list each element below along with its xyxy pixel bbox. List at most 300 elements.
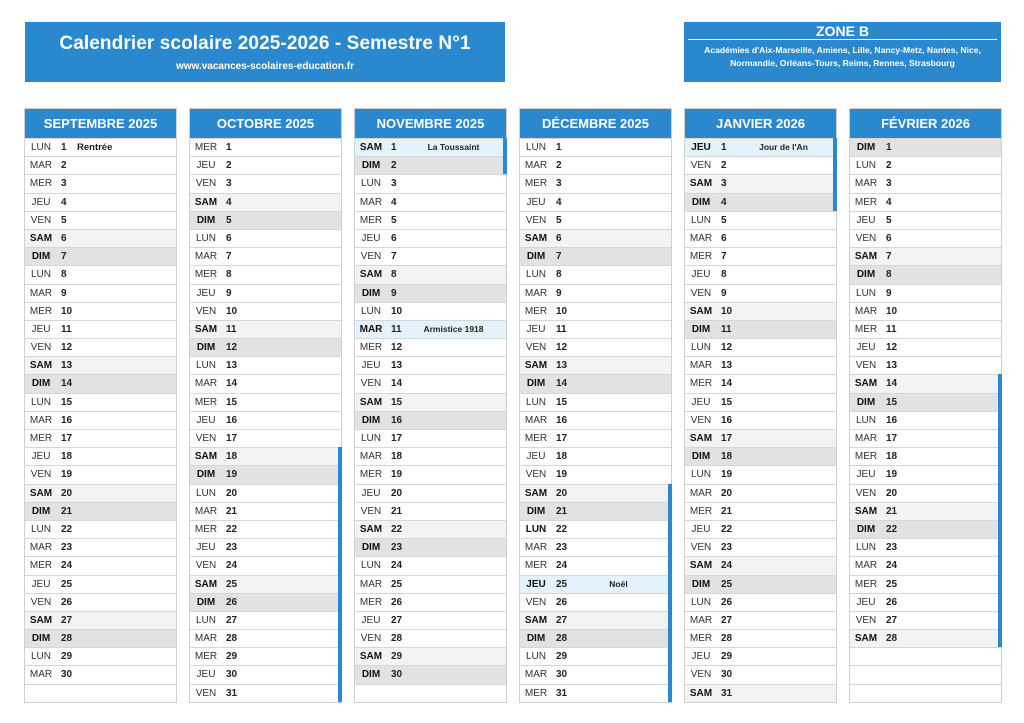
- day-row: [520, 174, 671, 192]
- website-link[interactable]: www.vacances-scolaires-education.fr: [175, 61, 355, 72]
- weekday-label: DIM: [526, 633, 546, 645]
- weekday-label: SAM: [689, 178, 713, 190]
- weekday-label: LUN: [360, 178, 381, 190]
- weekday-label: VEN: [195, 687, 217, 699]
- event-label: La Toussaint: [427, 142, 480, 152]
- day-row: [25, 429, 176, 447]
- day-row: [190, 138, 341, 156]
- weekday-label: VEN: [855, 614, 877, 626]
- weekday-label: SAM: [689, 433, 713, 444]
- weekday-label: MER: [689, 633, 713, 645]
- day-row: [25, 629, 176, 647]
- day-number: 22: [226, 523, 238, 535]
- weekday-label: VEN: [30, 214, 52, 226]
- weekday-label: DIM: [691, 451, 711, 463]
- vacation-indicator: [833, 193, 837, 211]
- weekday-label: JEU: [691, 523, 711, 535]
- day-number: 17: [886, 433, 898, 444]
- day-number: 24: [391, 560, 403, 572]
- day-row: [685, 647, 836, 665]
- day-number: 3: [226, 178, 232, 190]
- day-row: [355, 465, 506, 483]
- day-row: [850, 356, 1001, 374]
- day-number: 29: [556, 651, 568, 663]
- weekday-label: SAM: [29, 487, 53, 499]
- vacation-indicator: [668, 593, 672, 611]
- day-row: [190, 393, 341, 411]
- day-row: [850, 229, 1001, 247]
- weekday-label: MAR: [689, 232, 713, 244]
- day-row: [850, 338, 1001, 356]
- vacation-indicator: [668, 484, 672, 502]
- weekday-label: MAR: [524, 287, 548, 299]
- day-row: [520, 502, 671, 520]
- weekday-label: LUN: [195, 614, 216, 626]
- day-row: [355, 484, 506, 502]
- day-number: 29: [391, 651, 403, 663]
- month-column: [24, 108, 177, 703]
- vacation-indicator: [833, 138, 837, 156]
- day-row: [190, 247, 341, 265]
- weekday-label: LUN: [30, 396, 51, 408]
- day-row: [190, 502, 341, 520]
- day-number: 14: [391, 378, 403, 390]
- weekday-label: SAM: [524, 487, 548, 499]
- vacation-indicator: [338, 447, 342, 465]
- vacation-indicator: [338, 575, 342, 593]
- day-number: 3: [886, 178, 892, 190]
- day-row: [520, 484, 671, 502]
- weekday-label: VEN: [195, 178, 217, 190]
- day-number: 9: [556, 287, 562, 299]
- day-row: [520, 593, 671, 611]
- day-row: [25, 447, 176, 465]
- day-number: 20: [556, 487, 568, 499]
- vacation-indicator: [998, 611, 1002, 629]
- day-row: [685, 247, 836, 265]
- day-number: 16: [61, 414, 73, 426]
- day-row: [190, 538, 341, 556]
- day-number: 19: [556, 469, 568, 481]
- vacation-indicator: [338, 538, 342, 556]
- day-row: [25, 374, 176, 392]
- day-number: 23: [61, 542, 73, 554]
- day-row: [190, 229, 341, 247]
- day-row: [190, 156, 341, 174]
- day-row: [520, 138, 671, 156]
- weekday-label: MER: [29, 560, 53, 572]
- zone-banner: [684, 22, 1001, 82]
- day-number: 6: [391, 232, 397, 244]
- day-row: [685, 284, 836, 302]
- day-row: [190, 684, 341, 702]
- day-number: 9: [226, 287, 232, 299]
- weekday-label: JEU: [196, 287, 216, 299]
- day-number: 25: [391, 578, 403, 590]
- vacation-indicator: [998, 502, 1002, 520]
- weekday-label: VEN: [30, 342, 52, 354]
- day-row: [25, 247, 176, 265]
- vacation-indicator: [833, 174, 837, 192]
- day-row: [190, 356, 341, 374]
- vacation-indicator: [338, 556, 342, 574]
- weekday-label: SAM: [29, 614, 53, 626]
- empty-row: [850, 647, 1001, 665]
- day-row: [190, 575, 341, 593]
- weekday-label: JEU: [196, 542, 216, 554]
- day-number: 6: [556, 232, 562, 244]
- vacation-indicator: [503, 138, 507, 156]
- day-row: [25, 229, 176, 247]
- weekday-label: LUN: [195, 360, 216, 372]
- weekday-label: SAM: [854, 378, 878, 390]
- day-number: 8: [556, 269, 562, 281]
- weekday-label: MER: [29, 433, 53, 444]
- day-number: 10: [886, 305, 898, 317]
- weekday-label: MER: [194, 523, 218, 535]
- day-number: 25: [721, 578, 733, 590]
- day-number: 19: [226, 469, 238, 481]
- event-label: Jour de l'An: [759, 142, 808, 152]
- day-number: 17: [226, 433, 238, 444]
- weekday-label: MAR: [29, 287, 53, 299]
- day-row: [25, 502, 176, 520]
- day-number: 18: [886, 451, 898, 463]
- day-number: 18: [61, 451, 73, 463]
- vacation-indicator: [668, 575, 672, 593]
- day-row: [520, 611, 671, 629]
- weekday-label: DIM: [526, 378, 546, 390]
- weekday-label: MAR: [359, 323, 383, 335]
- day-number: 27: [721, 614, 733, 626]
- day-number: 21: [391, 505, 403, 517]
- day-number: 10: [721, 305, 733, 317]
- weekday-label: LUN: [855, 287, 876, 299]
- weekday-label: MER: [524, 305, 548, 317]
- day-number: 28: [721, 633, 733, 645]
- weekday-label: SAM: [194, 578, 218, 590]
- vacation-indicator: [998, 393, 1002, 411]
- day-row: [850, 556, 1001, 574]
- day-row: [520, 247, 671, 265]
- day-number: 4: [61, 196, 67, 208]
- weekday-label: SAM: [359, 523, 383, 535]
- day-row: [685, 156, 836, 174]
- day-number: 22: [721, 523, 733, 535]
- day-row: [25, 647, 176, 665]
- day-row: [355, 284, 506, 302]
- day-number: 10: [226, 305, 238, 317]
- day-row: [850, 447, 1001, 465]
- vacation-indicator: [338, 502, 342, 520]
- weekday-label: DIM: [361, 160, 381, 172]
- day-row: [520, 229, 671, 247]
- day-row: [520, 429, 671, 447]
- weekday-label: DIM: [196, 596, 216, 608]
- day-row: [355, 629, 506, 647]
- month-header: DÉCEMBRE 2025: [520, 109, 671, 138]
- day-row: [190, 411, 341, 429]
- weekday-label: JEU: [526, 323, 546, 335]
- day-row: [190, 447, 341, 465]
- day-number: 16: [556, 414, 568, 426]
- month-column: [354, 108, 507, 703]
- weekday-label: VEN: [30, 596, 52, 608]
- day-row: [850, 193, 1001, 211]
- day-number: 28: [61, 633, 73, 645]
- day-row: [850, 211, 1001, 229]
- day-number: 15: [61, 396, 73, 408]
- day-row: [520, 465, 671, 483]
- day-number: 11: [721, 323, 732, 335]
- day-number: 5: [61, 214, 67, 226]
- day-number: 4: [226, 196, 232, 208]
- day-row: [355, 374, 506, 392]
- weekday-label: JEU: [361, 232, 381, 244]
- day-number: 11: [886, 323, 897, 335]
- day-number: 4: [391, 196, 397, 208]
- day-row: [850, 284, 1001, 302]
- weekday-label: VEN: [690, 414, 712, 426]
- weekday-label: LUN: [690, 469, 711, 481]
- weekday-label: MAR: [359, 196, 383, 208]
- weekday-label: MER: [854, 196, 878, 208]
- month-header: FÉVRIER 2026: [850, 109, 1001, 138]
- day-number: 16: [886, 414, 898, 426]
- weekday-label: MER: [524, 687, 548, 699]
- vacation-indicator: [668, 665, 672, 683]
- vacation-indicator: [338, 611, 342, 629]
- day-number: 21: [886, 505, 898, 517]
- weekday-label: VEN: [525, 596, 547, 608]
- day-row: [685, 447, 836, 465]
- day-number: 15: [886, 396, 898, 408]
- day-number: 6: [721, 232, 727, 244]
- day-row: [685, 265, 836, 283]
- weekday-label: JEU: [31, 578, 51, 590]
- day-number: 14: [886, 378, 898, 390]
- weekday-label: DIM: [691, 578, 711, 590]
- weekday-label: MAR: [359, 578, 383, 590]
- day-number: 8: [61, 269, 67, 281]
- day-number: 24: [721, 560, 733, 572]
- day-row: [355, 302, 506, 320]
- day-row: [685, 538, 836, 556]
- vacation-indicator: [998, 374, 1002, 392]
- weekday-label: DIM: [526, 505, 546, 517]
- weekday-label: JEU: [196, 414, 216, 426]
- day-row: [850, 247, 1001, 265]
- weekday-label: JEU: [856, 342, 876, 354]
- day-row: [850, 629, 1001, 647]
- weekday-label: LUN: [525, 269, 546, 281]
- day-number: 15: [721, 396, 733, 408]
- day-row: [355, 338, 506, 356]
- weekday-label: MER: [359, 214, 383, 226]
- day-row: [190, 284, 341, 302]
- day-number: 23: [886, 542, 898, 554]
- day-number: 2: [886, 160, 892, 172]
- weekday-label: DIM: [361, 287, 381, 299]
- day-number: 19: [61, 469, 73, 481]
- vacation-indicator: [668, 538, 672, 556]
- day-number: 28: [556, 633, 568, 645]
- day-row: [355, 193, 506, 211]
- weekday-label: SAM: [29, 360, 53, 372]
- day-row: [25, 520, 176, 538]
- day-number: 4: [556, 196, 562, 208]
- weekday-label: DIM: [856, 396, 876, 408]
- day-row: [850, 520, 1001, 538]
- day-number: 22: [886, 523, 898, 535]
- weekday-label: SAM: [29, 232, 53, 244]
- weekday-label: JEU: [196, 669, 216, 681]
- weekday-label: MER: [689, 378, 713, 390]
- weekday-label: MAR: [194, 251, 218, 263]
- event-label: Armistice 1918: [423, 323, 484, 334]
- vacation-indicator: [668, 556, 672, 574]
- vacation-indicator: [338, 684, 342, 702]
- weekday-label: MAR: [689, 487, 713, 499]
- weekday-label: MER: [854, 323, 878, 335]
- day-row: [685, 484, 836, 502]
- day-number: 20: [61, 487, 73, 499]
- day-number: 18: [721, 451, 733, 463]
- month-column: [519, 108, 672, 703]
- zone-academies: Académies d'Aix-Marseille, Amiens, Lille, Nancy-Metz, Nantes, Nice, Normandie, Orléans-Tours, Reims, Rennes, Strasbourg: [704, 45, 981, 68]
- weekday-label: DIM: [196, 214, 216, 226]
- day-row: [355, 174, 506, 192]
- day-row: [685, 629, 836, 647]
- weekday-label: DIM: [856, 269, 876, 281]
- day-row: [25, 156, 176, 174]
- weekday-label: JEU: [526, 578, 546, 590]
- day-row: [520, 356, 671, 374]
- weekday-label: LUN: [30, 269, 51, 281]
- day-row: [25, 174, 176, 192]
- weekday-label: DIM: [856, 523, 876, 535]
- day-number: 30: [226, 669, 238, 681]
- weekday-label: SAM: [854, 505, 878, 517]
- day-number: 30: [721, 669, 733, 681]
- day-number: 26: [886, 596, 898, 608]
- day-number: 26: [721, 596, 733, 608]
- day-row: [520, 538, 671, 556]
- day-number: 18: [391, 451, 403, 463]
- day-row: [25, 665, 176, 683]
- weekday-label: SAM: [689, 687, 713, 699]
- vacation-indicator: [338, 593, 342, 611]
- day-number: 6: [61, 232, 67, 244]
- day-row: [685, 393, 836, 411]
- day-row: [685, 556, 836, 574]
- day-row: [355, 429, 506, 447]
- day-number: 24: [886, 560, 898, 572]
- weekday-label: DIM: [691, 196, 711, 208]
- vacation-indicator: [503, 156, 507, 174]
- day-row: [520, 211, 671, 229]
- day-number: 11: [556, 323, 567, 335]
- day-row: [25, 193, 176, 211]
- day-number: 30: [61, 669, 73, 681]
- day-number: 14: [721, 378, 733, 390]
- weekday-label: MER: [854, 578, 878, 590]
- weekday-label: MAR: [524, 669, 548, 681]
- weekday-label: JEU: [361, 614, 381, 626]
- weekday-label: SAM: [854, 633, 878, 645]
- day-row: [190, 302, 341, 320]
- day-row: [355, 575, 506, 593]
- vacation-indicator: [998, 411, 1002, 429]
- weekday-label: VEN: [360, 378, 382, 390]
- day-row: [25, 611, 176, 629]
- weekday-label: MAR: [524, 542, 548, 554]
- day-number: 18: [556, 451, 568, 463]
- day-row: [190, 374, 341, 392]
- day-number: 14: [61, 378, 73, 390]
- vacation-indicator: [668, 611, 672, 629]
- day-number: 29: [226, 651, 238, 663]
- weekday-label: MAR: [194, 505, 218, 517]
- weekday-label: VEN: [855, 360, 877, 372]
- vacation-indicator: [338, 629, 342, 647]
- weekday-label: MER: [194, 651, 218, 663]
- weekday-label: JEU: [361, 360, 381, 372]
- weekday-label: LUN: [30, 142, 51, 153]
- day-number: 8: [721, 269, 727, 281]
- day-number: 22: [61, 523, 73, 535]
- day-row: [25, 538, 176, 556]
- day-row: [685, 575, 836, 593]
- day-row: [520, 193, 671, 211]
- day-row: [850, 465, 1001, 483]
- day-row: [190, 593, 341, 611]
- day-row: [850, 593, 1001, 611]
- weekday-label: VEN: [525, 342, 547, 354]
- day-row: [520, 556, 671, 574]
- vacation-indicator: [998, 520, 1002, 538]
- weekday-label: DIM: [196, 469, 216, 481]
- weekday-label: JEU: [196, 160, 216, 172]
- weekday-label: SAM: [524, 232, 548, 244]
- weekday-label: DIM: [31, 378, 51, 390]
- day-number: 12: [61, 342, 73, 354]
- weekday-label: SAM: [854, 251, 878, 263]
- vacation-indicator: [338, 484, 342, 502]
- day-number: 1: [556, 142, 562, 153]
- day-number: 5: [886, 214, 892, 226]
- weekday-label: VEN: [855, 232, 877, 244]
- day-number: 27: [556, 614, 568, 626]
- day-number: 19: [721, 469, 733, 481]
- weekday-label: LUN: [360, 433, 381, 444]
- day-number: 12: [556, 342, 568, 354]
- month-header: OCTOBRE 2025: [190, 109, 341, 138]
- day-number: 24: [226, 560, 238, 572]
- vacation-indicator: [998, 429, 1002, 447]
- day-number: 7: [226, 251, 232, 263]
- weekday-label: LUN: [690, 342, 711, 354]
- day-number: 3: [61, 178, 67, 190]
- day-number: 16: [391, 414, 403, 426]
- weekday-label: MER: [194, 269, 218, 281]
- day-row: [190, 338, 341, 356]
- weekday-label: SAM: [194, 451, 218, 463]
- weekday-label: DIM: [526, 251, 546, 263]
- day-number: 13: [556, 360, 568, 372]
- day-row: [685, 338, 836, 356]
- day-number: 16: [721, 414, 733, 426]
